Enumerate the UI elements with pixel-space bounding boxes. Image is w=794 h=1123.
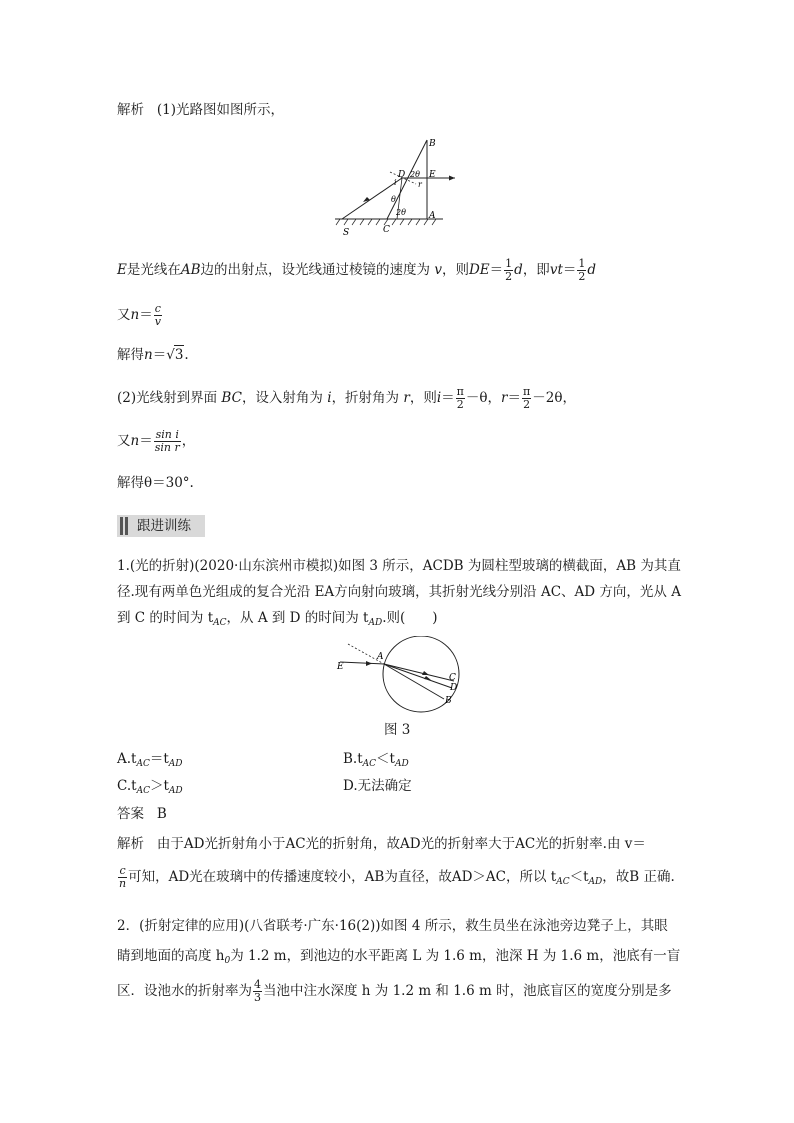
option-B[interactable]: $B.t_{AC}<t_{AD}$ xyxy=(343,751,409,769)
label-theta: θ xyxy=(391,195,396,204)
theta-result: 解得θ＝30°. xyxy=(117,475,194,491)
label-i: i xyxy=(394,178,397,187)
fraction-half-2: $\frac{1}{2}$ xyxy=(578,257,586,283)
answer-line xyxy=(117,805,167,823)
circle-label-A: A xyxy=(377,652,384,662)
label-A: A xyxy=(429,211,436,221)
label-D: D xyxy=(398,170,406,180)
label-E: E xyxy=(429,170,436,180)
circle-glass-figure xyxy=(334,636,469,716)
prism-light-path-figure xyxy=(330,132,465,240)
snell-law: 又n＝ $\frac{\text{sin i}}{\text{sin r}}$ ， xyxy=(117,428,196,454)
label-S: S xyxy=(343,228,350,238)
badge-bars-icon xyxy=(120,517,130,535)
fraction-half: $\frac{1}{2}$ xyxy=(505,257,513,283)
answer-value: B xyxy=(156,806,167,822)
solution-label: 解析 xyxy=(117,102,144,118)
circle-label-C: C xyxy=(449,673,456,683)
n-result: 解得n＝√3. xyxy=(117,347,189,363)
label-2theta-top: 2θ xyxy=(410,170,420,179)
circle-label-D: D xyxy=(450,683,458,693)
explanation-line2: $\frac{c}{n}$ 可知，AD光在玻璃中的传播速度较小，AB为直径，故AD＞AC，所以 $t_{AC}<t_{AD}$，故B 正确. xyxy=(119,864,675,890)
solution-part2: (2)光线射到界面 BC，设入射角为 i，折射角为 r，则i＝ $\frac{\pi}{2}$ －θ，r＝ $\frac{\pi}{2}$ －2θ， xyxy=(117,385,576,411)
answer-label: 答案 xyxy=(117,806,144,822)
label-B: B xyxy=(429,139,436,149)
explanation-line1: 解析 由于AD光折射角小于AC光的折射角，故AD光的折射率大于AC光的折射率.由 v＝ xyxy=(117,836,646,852)
circle-label-B: B xyxy=(445,696,452,706)
option-C[interactable]: $C.t_{AC}>t_{AD}$ xyxy=(117,778,183,796)
question-2: 2．(折射定律的应用)(八省联考·广东·16(2))如图 4 所示，救生员坐在泳池旁边凳子上，其眼 睛到地面的高度 $h_0$为 1.2 m，到池边的水平距离 L 为 1.6 m，池深 H 为 1.6 m，池底有一盲 区．设池水的折射率为 $\frac{4}{3}$ 当池中注水深度 h 为 1.2 m 和 1.6 m 时，池底盲区的宽度分别是多 xyxy=(117,918,681,1004)
circle-label-E: E xyxy=(337,662,344,672)
fraction-c-over-n: $\frac{c}{n}$ xyxy=(119,864,127,890)
option-A[interactable]: $A.t_{AC}=t_{AD}$ xyxy=(117,751,183,769)
label-2theta-bottom: 2θ xyxy=(396,208,406,217)
n-definition: 又n＝ $\frac{c}{v}$ xyxy=(117,302,161,328)
question-1: 1.(光的折射)(2020·山东滨州市模拟)如图 3 所示，ACDB 为圆柱型玻璃的横截面，AB 为其直 径.现有两单色光组成的复合光沿 EA方向射向玻璃，其折射光线分别沿 AC、AD 方向，光从 A 到 C 的时间为 $t_{AC}$，从 A 到 D 的时间为 $t_{AD}$.则( ) xyxy=(117,558,681,628)
label-C: C xyxy=(383,225,390,235)
incident-ray-EA xyxy=(340,662,384,664)
exit-point-statement: E是光线在AB边的出射点，设光线通过棱镜的速度为 v，则DE＝ $\frac{1}{2}$ d，即vt＝ $\frac{1}{2}$ d xyxy=(117,257,597,283)
fraction-4-over-3: $\frac{4}{3}$ xyxy=(254,978,261,1004)
fraction-c-over-v: $\frac{c}{v}$ xyxy=(154,302,161,328)
fraction-pi-over-2: $\frac{\pi}{2}$ xyxy=(456,385,464,411)
solution-part1-intro: 解析 (1)光路图如图所示， xyxy=(117,102,284,118)
label-r: r xyxy=(418,180,422,189)
fraction-sin: $\frac{\text{sin i}}{\text{sin r}}$ xyxy=(154,428,180,454)
figure-3-caption: 图 3 xyxy=(384,722,411,738)
section-badge-label: 跟进训练 xyxy=(137,518,191,534)
fraction-pi-over-2-b: $\frac{\pi}{2}$ xyxy=(523,385,531,411)
section-badge xyxy=(117,515,205,537)
option-D[interactable]: D.无法确定 xyxy=(343,778,412,794)
ray-AC xyxy=(384,664,454,681)
